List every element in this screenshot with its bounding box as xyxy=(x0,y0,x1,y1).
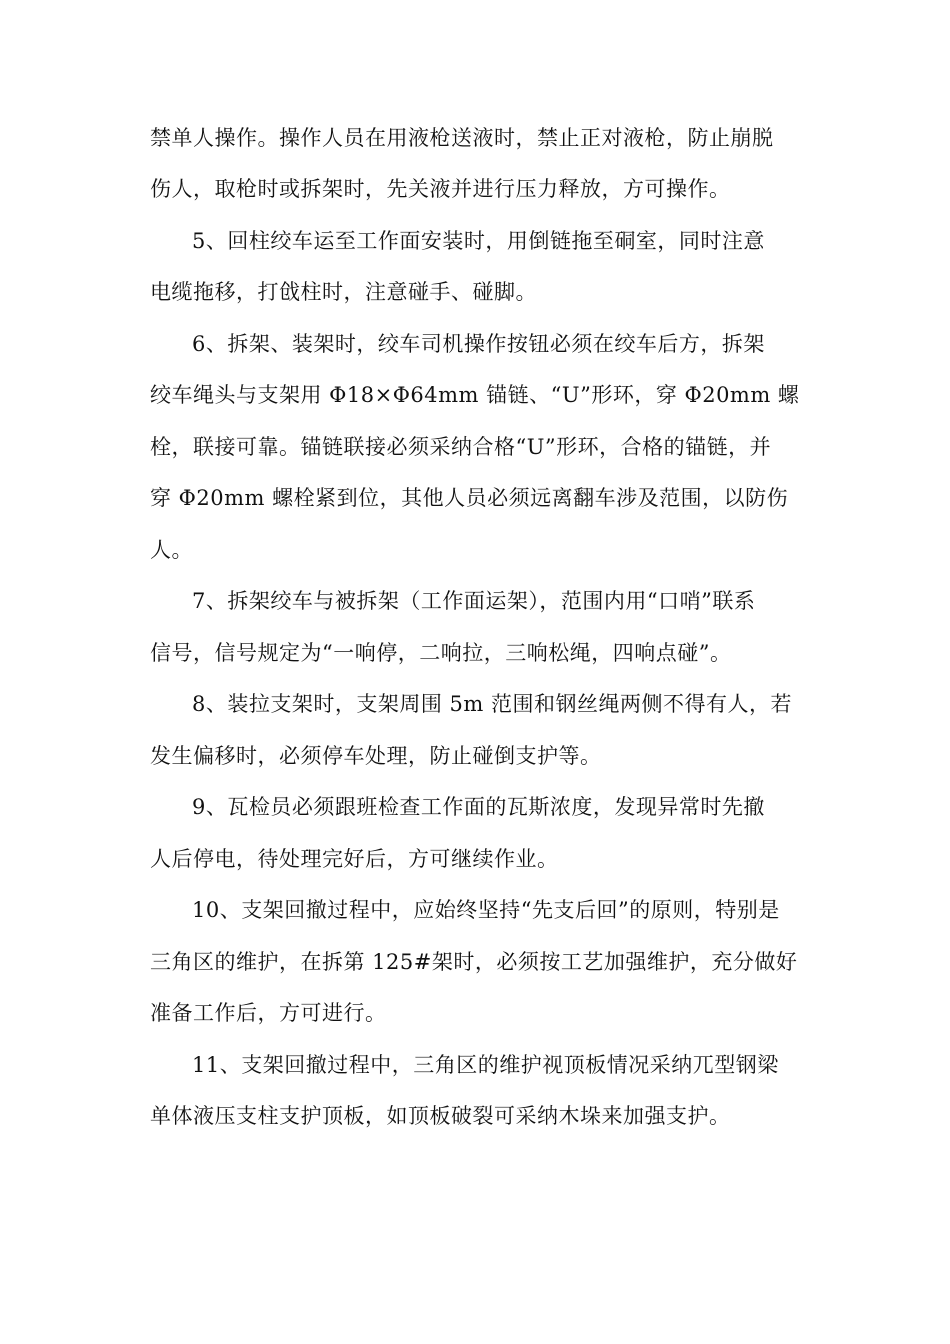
text-line: 禁单人操作。操作人员在用液枪送液时，禁止正对液枪，防止崩脱 xyxy=(150,126,774,150)
text-line: 栓，联接可靠。锚链联接必须采纳合格“U”形环，合格的锚链，并 xyxy=(150,435,772,459)
text-line: 电缆拖移，打戗柱时，注意碰手、碰脚。 xyxy=(150,280,537,304)
paragraph-8-line: 8、装拉支架时，支架周围 5m 范围和钢丝绳两侧不得有人，若 xyxy=(192,692,792,716)
text-line: 人后停电，待处理完好后，方可继续作业。 xyxy=(150,847,559,871)
paragraph-9-line: 9、瓦检员必须跟班检查工作面的瓦斯浓度，发现异常时先撤 xyxy=(192,795,765,819)
text-line: 三角区的维护，在拆第 125#架时，必须按工艺加强维护，充分做好 xyxy=(150,950,798,974)
text-line: 单体液压支柱支护顶板，如顶板破裂可采纳木垛来加强支护。 xyxy=(150,1104,731,1128)
paragraph-11-line: 11、支架回撤过程中，三角区的维护视顶板情况采纳兀型钢梁 xyxy=(192,1053,779,1077)
text-line: 信号，信号规定为“一响停，二响拉，三响松绳，四响点碰”。 xyxy=(150,641,732,665)
text-line: 人。 xyxy=(150,538,193,562)
text-line: 穿 Φ20mm 螺栓紧到位，其他人员必须远离翻车涉及范围，以防伤 xyxy=(150,486,789,510)
paragraph-10-line: 10、支架回撤过程中，应始终坚持“先支后回”的原则，特别是 xyxy=(192,898,780,922)
paragraph-6-line: 6、拆架、装架时，绞车司机操作按钮必须在绞车后方，拆架 xyxy=(192,332,765,356)
text-line: 准备工作后，方可进行。 xyxy=(150,1001,387,1025)
paragraph-5-line: 5、回柱绞车运至工作面安装时，用倒链拖至硐室，同时注意 xyxy=(192,229,765,253)
text-line: 伤人，取枪时或拆架时，先关液并进行压力释放，方可操作。 xyxy=(150,177,731,201)
paragraph-7-line: 7、拆架绞车与被拆架（工作面运架），范围内用“口哨”联系 xyxy=(192,589,756,613)
text-line: 发生偏移时，必须停车处理，防止碰倒支护等。 xyxy=(150,744,602,768)
text-line: 绞车绳头与支架用 Φ18×Φ64mm 锚链、“U”形环，穿 Φ20mm 螺 xyxy=(150,383,800,407)
